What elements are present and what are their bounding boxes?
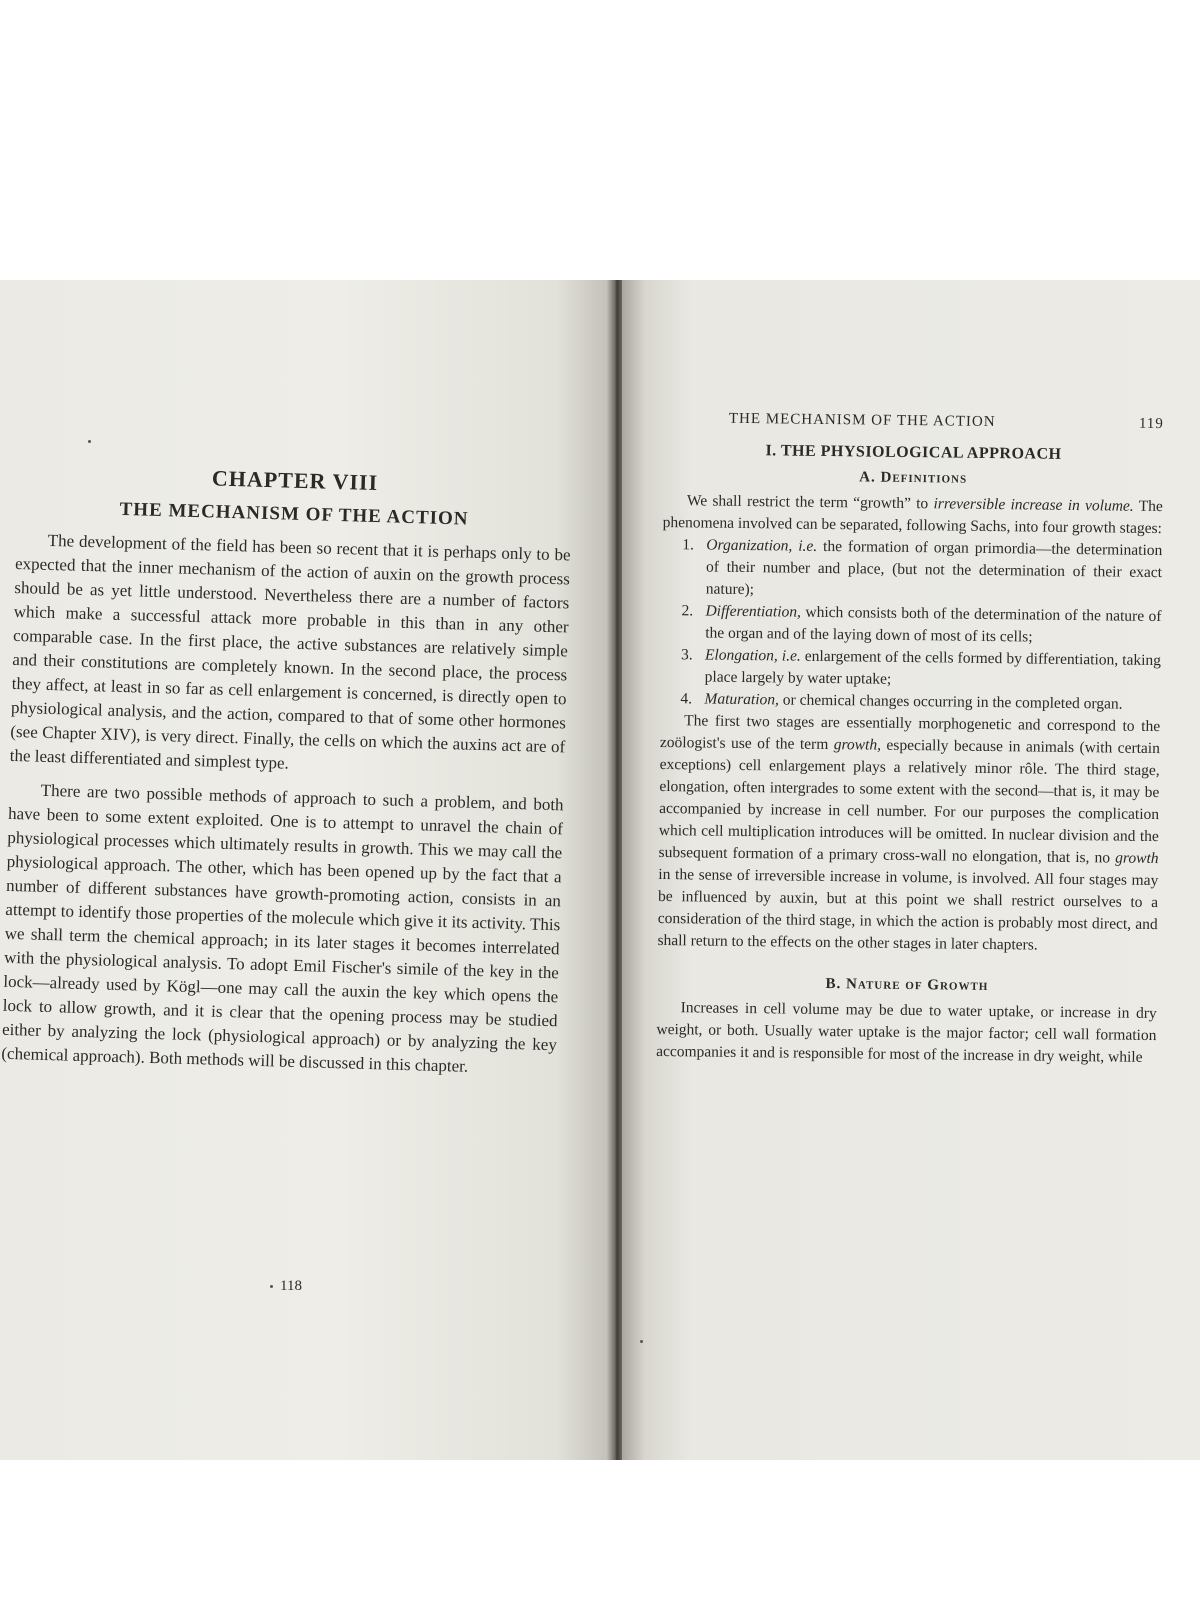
running-head-title: THE MECHANISM OF THE ACTION [728, 410, 996, 431]
stages-discussion-paragraph [657, 710, 1160, 958]
definitions-intro [662, 490, 1163, 540]
paragraph-text: especially because in animals (with certain exceptions) cell enlargement plays a relatively minor rôle. The third stage, elongation, often intergrades to some extent with the second—that is, it may be accompanied by increase in cell number. For our purposes the complication which cell multiplication introduces will be omitted. In nuclear division and the subsequent formation of a primary cross-wall no elongation, that is, no [658, 736, 1161, 867]
list-number: 1. [682, 536, 695, 554]
paper-speck [88, 440, 91, 443]
paragraph-text: The first two stages are essentially morphogenetic and correspond to the zoölogist's use of the term [659, 712, 1161, 754]
list-text: the formation of organ primordia—the determination of their number and place, (but not the determination of their exact nature); [705, 537, 1163, 599]
paper-speck [270, 1285, 273, 1288]
list-term: Maturation, [704, 690, 780, 709]
paragraph-text: in the sense of irreversible increase in volume, is involved. All four stages may be influenced by auxin, but at this point we shall restrict ourselves to a consideration of the third stage, in which the action is probably most direct, and shall return to the effects on the other stages in later chapters. [657, 865, 1159, 954]
left-page [0, 280, 618, 1460]
list-number: 2. [681, 602, 694, 620]
left-paragraph-1: The development of the field has been so recent that it is perhaps only to be expected that the inner mechanism of the action of auxin on the growth process should be as yet little understood. Nevertheless there are a number of factors which make a successful attack more probable in this than in any other comparable case. In the first place, the active substances are relatively simple and their constitutions are completely known. In the second place, the process they affect, at least in so far as cell enlargement is concerned, is directly open to physiological analysis, and the action, compared to that of some other hormones (see Chapter XIV), is very direct. Finally, the cells on which the auxins act are of the least differentiated and simplest type. [9, 530, 571, 773]
chapter-title: THE MECHANISM OF THE ACTION [119, 498, 469, 530]
growth-paragraph: Increases in cell volume may be due to water uptake, or increase in dry weight, or both. Usually water uptake is the major factor; cell wall formation accompanies it and is responsible for most of the increase in dry weight, while [656, 999, 1157, 1066]
intro-italic: irreversible increase in volume. [933, 495, 1134, 515]
list-item [662, 534, 1163, 606]
section-heading: I. THE PHYSIOLOGICAL APPROACH [765, 442, 1062, 463]
list-number: 3. [680, 646, 693, 664]
right-page [622, 280, 1200, 1460]
paragraph-italic: growth, [833, 736, 882, 754]
right-page-number: 119 [1138, 415, 1164, 433]
intro-text: We shall restrict the term “growth” to [686, 492, 934, 513]
subsection-heading-a: A. Definitions [859, 469, 968, 487]
subsection-heading-b: B. Nature of Growth [825, 976, 989, 995]
intro-text: The phenomena involved can be separated, following Sachs, into four growth stages: [662, 497, 1163, 538]
left-page-text-block [1, 460, 573, 1081]
running-head [664, 410, 1164, 433]
right-page-text-block [656, 410, 1164, 1069]
paper-speck [640, 1340, 643, 1343]
list-term: Elongation, i.e. [704, 646, 801, 665]
growth-stages-list [660, 534, 1162, 716]
open-book [0, 280, 1200, 1460]
paragraph-italic: growth [1115, 849, 1159, 868]
list-item [661, 600, 1162, 650]
left-paragraph-2: There are two possible methods of approach to such a problem, and both have been to some extent exploited. One is to attempt to unravel the chain of physiological processes which ultimately results in growth. This we may call the physiological approach. The other, which has been opened up by the fact that a number of different substances have growth-promoting action, consists in an attempt to identify those properties of the molecule which give it its activity. This we shall term the chemical approach; in its later stages it becomes interrelated with the physiological analysis. To adopt Emil Fischer's simile of the key in the lock—already used by Kögl—one may call the auxin the key which opens the lock to allow growth, and it is clear that the opening process may be studied either by analyzing the lock (physiological approach) or by analyzing the key (chemical approach). Both methods will be discussed in this chapter. [1, 780, 564, 1076]
list-text: which consists both of the determination of the nature of the organ and of the laying down of most of its cells; [705, 603, 1162, 646]
list-item [661, 644, 1162, 694]
list-text: enlargement of the cells formed by differentiation, taking place largely by water uptake; [704, 647, 1162, 688]
list-number: 4. [680, 690, 693, 708]
list-term: Differentiation, [705, 602, 802, 621]
chapter-number: CHAPTER VIII [211, 465, 379, 496]
list-text: or chemical changes occurring in the completed organ. [778, 691, 1123, 713]
list-term: Organization, i.e. [706, 536, 818, 555]
left-page-number: 118 [280, 1278, 302, 1294]
